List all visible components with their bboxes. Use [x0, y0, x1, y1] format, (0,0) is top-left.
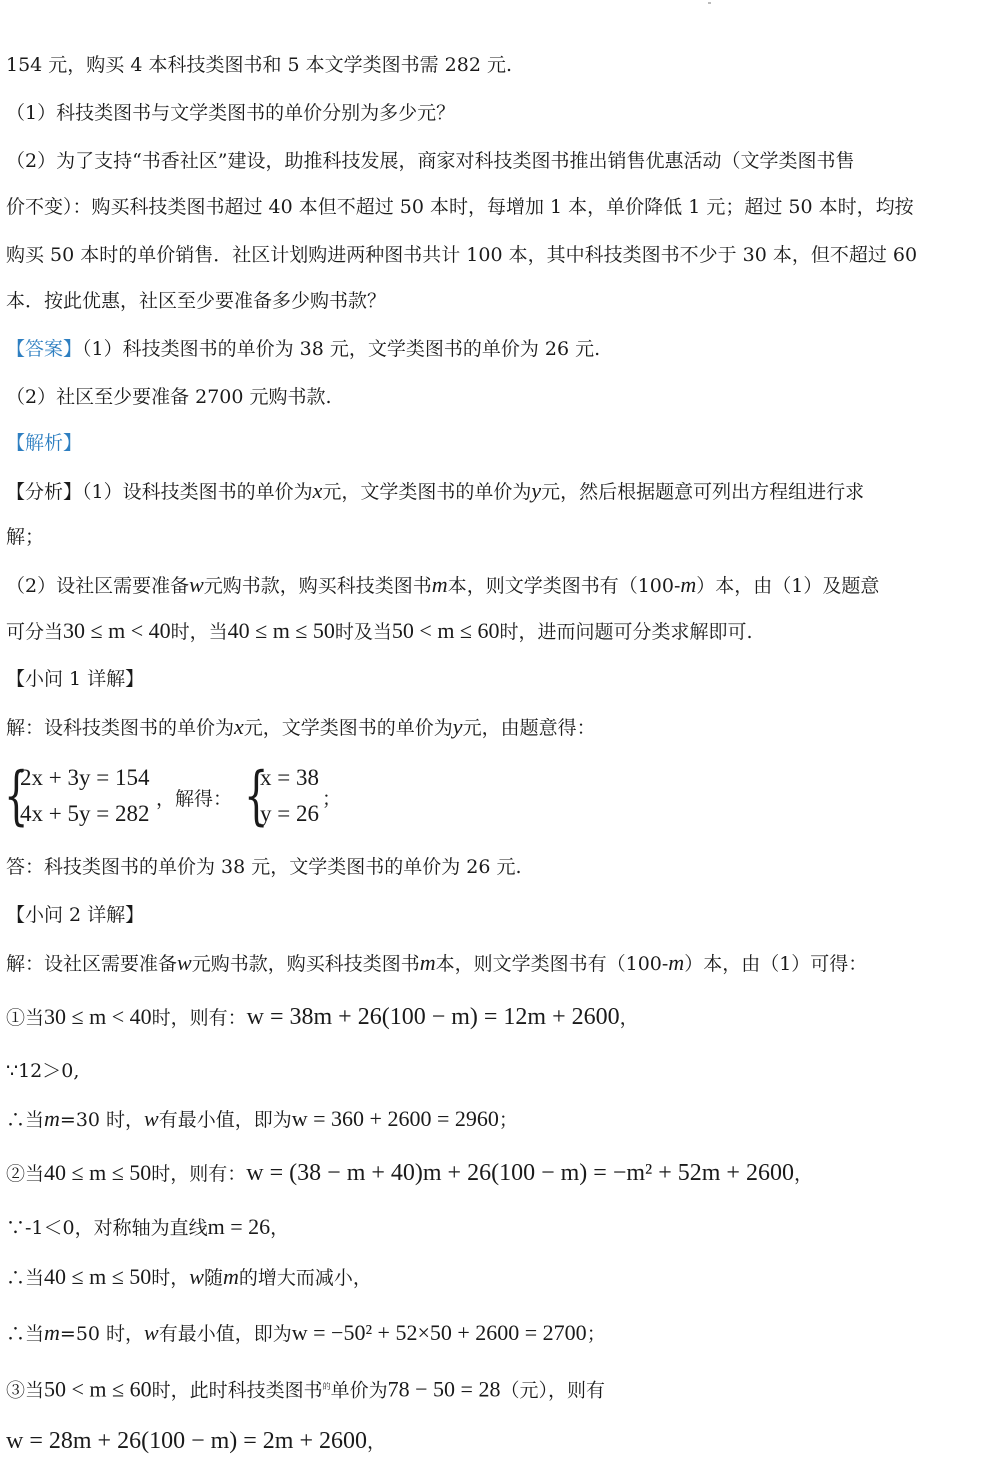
q2-text: ③当: [6, 1379, 45, 1402]
q2-text: ）本，由（1）可得：: [684, 953, 868, 975]
analysis-line-3: [6, 572, 974, 599]
semicolon: ；: [322, 788, 342, 810]
answer-line-2: （2）社区至少要准备 2700 元购书款.: [6, 386, 332, 408]
q1-text: 元，文学类图书的单价为: [243, 717, 453, 739]
analysis-line-2: 解；: [6, 526, 45, 548]
q2-text: 解：设社区需要准备: [6, 953, 178, 975]
case-2-equation: w = (38 − m + 40)m + 26(100 − m) = −m² + 52m + 2600: [246, 1160, 794, 1186]
var-m: m: [431, 572, 448, 597]
analysis-text: 时及当: [334, 621, 392, 643]
q2-text: ；: [586, 1323, 606, 1345]
var-y: y: [531, 478, 542, 503]
case-1-equation: w = 38m + 26(100 − m) = 12m + 2600: [246, 1004, 620, 1030]
inequality-2: 40 ≤ m ≤ 50: [44, 1160, 152, 1185]
q2-text: ②当: [6, 1163, 45, 1185]
var-m: m: [44, 1106, 60, 1131]
var-x: x: [234, 714, 244, 739]
q2-text: 时，则有：: [151, 1007, 247, 1029]
problem-line-2: （1）科技类图书与文学类图书的单价分别为多少元？: [6, 102, 456, 124]
q2-title: 【小问 2 详解】: [6, 904, 145, 926]
q2-text: 随: [203, 1267, 223, 1289]
analysis-text: 本，则文学类图书有（100-: [447, 575, 681, 597]
equation-1: 2x + 3y = 154: [20, 765, 150, 790]
q2-text: ，: [619, 1007, 639, 1029]
q1-text: 解：设科技类图书的单价为: [6, 717, 235, 739]
case-1-line: [6, 1004, 974, 1031]
inequality-2: 40 ≤ m ≤ 50: [227, 618, 335, 643]
case-1-reason: ∵12＞0,: [6, 1060, 80, 1082]
q2-line-1: [6, 950, 974, 977]
equation-2: 4x + 5y = 282: [20, 801, 150, 826]
left-brace: {: [244, 759, 269, 833]
inequality-1: 30 ≤ m < 40: [63, 618, 171, 643]
analysis-text: （1）设科技类图书的单价为: [82, 481, 313, 503]
analysis-text: 元，然后根据题意可列出方程组进行求: [541, 481, 865, 503]
scan-mark: [708, 2, 711, 4]
var-w: w: [189, 572, 204, 597]
q2-text: ，: [367, 1431, 387, 1453]
q2-text: 时，此时科技类图书: [151, 1379, 323, 1402]
case-2-min-equation: w = −50² + 52×50 + 2600 = 2700: [291, 1320, 587, 1345]
q2-text: ∴当: [6, 1323, 45, 1345]
analysis-fx-tag: 【分析】: [6, 481, 83, 503]
analysis-tag: 【解析】: [6, 432, 83, 454]
var-m: m: [44, 1320, 60, 1345]
problem-line-3: （2）为了支持“书香社区”建设，助推科技发展，商家对科技类图书推出销售优惠活动（文学类图书售: [6, 150, 855, 172]
inequality-2: 40 ≤ m ≤ 50: [44, 1264, 152, 1289]
problem-line-5: 购买 50 本时的单价销售．社区计划购进两种图书共计 100 本，其中科技类图书不少于 30 本，但不超过 60: [6, 244, 918, 266]
q1-text: 元，由题意得：: [462, 717, 596, 739]
answer-text-1: （1）科技类图书的单价为 38 元，文学类图书的单价为 26 元.: [82, 338, 601, 360]
case-2-monotone: [6, 1264, 974, 1291]
q2-text: ∵-1＜0，对称轴为直线: [6, 1217, 208, 1239]
case-3-equation-line: [6, 1428, 974, 1455]
q2-text: =50 时，: [59, 1323, 145, 1345]
q2-text: 时，: [151, 1267, 190, 1289]
var-w: w: [177, 950, 192, 975]
analysis-text: （2）设社区需要准备: [6, 575, 190, 597]
case-3-price: 78 − 50 = 28: [387, 1376, 501, 1402]
problem-line-4: 价不变）：购买科技类图书超过 40 本但不超过 50 本时，每增加 1 本，单价降低 1 元；超过 50 本时，均按: [6, 196, 914, 218]
case-3-line: [6, 1374, 974, 1403]
q2-text: 元购书款，购买科技类图书: [191, 953, 420, 975]
case-1-min-equation: w = 360 + 2600 = 2960: [291, 1106, 499, 1131]
q2-text: （元），则有: [500, 1379, 605, 1402]
var-m: m: [223, 1264, 239, 1289]
var-m: m: [419, 950, 436, 975]
analysis-text: ）本，由（1）及题意: [696, 575, 880, 597]
q2-text: 的增大而减小，: [238, 1267, 372, 1289]
solution-y: y = 26: [260, 801, 319, 826]
q2-text: ，: [793, 1163, 813, 1185]
q2-text: 单价为: [330, 1379, 388, 1402]
case-2-min: [6, 1320, 974, 1347]
q2-text: ；: [498, 1109, 518, 1131]
analysis-line-4: [6, 618, 974, 645]
case-3-equation: w = 28m + 26(100 − m) = 2m + 2600: [6, 1428, 367, 1454]
q2-text: 有最小值，即为: [158, 1323, 292, 1345]
case-2-reason: [6, 1214, 974, 1241]
q1-answer: 答：科技类图书的单价为 38 元，文学类图书的单价为 26 元.: [6, 856, 522, 878]
problem-line-1: 154 元，购买 4 本科技类图书和 5 本文学类图书需 282 元.: [6, 54, 513, 76]
q2-text: 时，则有：: [151, 1163, 247, 1185]
q2-text: =30 时，: [59, 1109, 145, 1131]
analysis-text: 时，当: [170, 621, 228, 643]
var-y: y: [452, 714, 463, 739]
var-w: w: [144, 1106, 159, 1131]
q2-text: 本，则文学类图书有（100-: [435, 953, 669, 975]
q2-text: ①当: [6, 1007, 45, 1029]
var-w: w: [189, 1264, 204, 1289]
solution-x: x = 38: [260, 765, 319, 790]
var-w: w: [144, 1320, 159, 1345]
solve-label: ，解得：: [156, 788, 233, 810]
q2-text: ∴当: [6, 1109, 45, 1131]
var-m: m: [668, 950, 685, 975]
case-1-min: [6, 1106, 974, 1133]
q2-text: ∴当: [6, 1267, 45, 1289]
inequality-1: 30 ≤ m < 40: [44, 1004, 152, 1029]
small-char: 的: [322, 1382, 331, 1391]
analysis-text: 可分当: [6, 621, 64, 643]
inequality-3: 50 < m ≤ 60: [391, 618, 500, 643]
left-brace: {: [4, 759, 29, 833]
problem-line-6: 本．按此优惠，社区至少要准备多少购书款？: [6, 290, 387, 312]
inequality-3: 50 < m ≤ 60: [44, 1376, 152, 1402]
q1-line-1: [6, 714, 974, 741]
q2-text: ，: [270, 1217, 290, 1239]
analysis-text: 时，进而问题可分类求解即可.: [499, 621, 753, 643]
answer-tag: 【答案】: [6, 338, 83, 360]
axis-equation: m = 26: [207, 1214, 271, 1239]
analysis-text: 元购书款，购买科技类图书: [203, 575, 432, 597]
q2-text: 有最小值，即为: [158, 1109, 292, 1131]
answer-line-1: [6, 336, 974, 362]
analysis-line-1: [6, 478, 974, 505]
var-x: x: [312, 478, 323, 503]
q1-title: 【小问 1 详解】: [6, 668, 145, 690]
case-2-line: [6, 1160, 974, 1187]
analysis-text: 元，文学类图书的单价为: [322, 481, 532, 503]
var-m: m: [680, 572, 697, 597]
